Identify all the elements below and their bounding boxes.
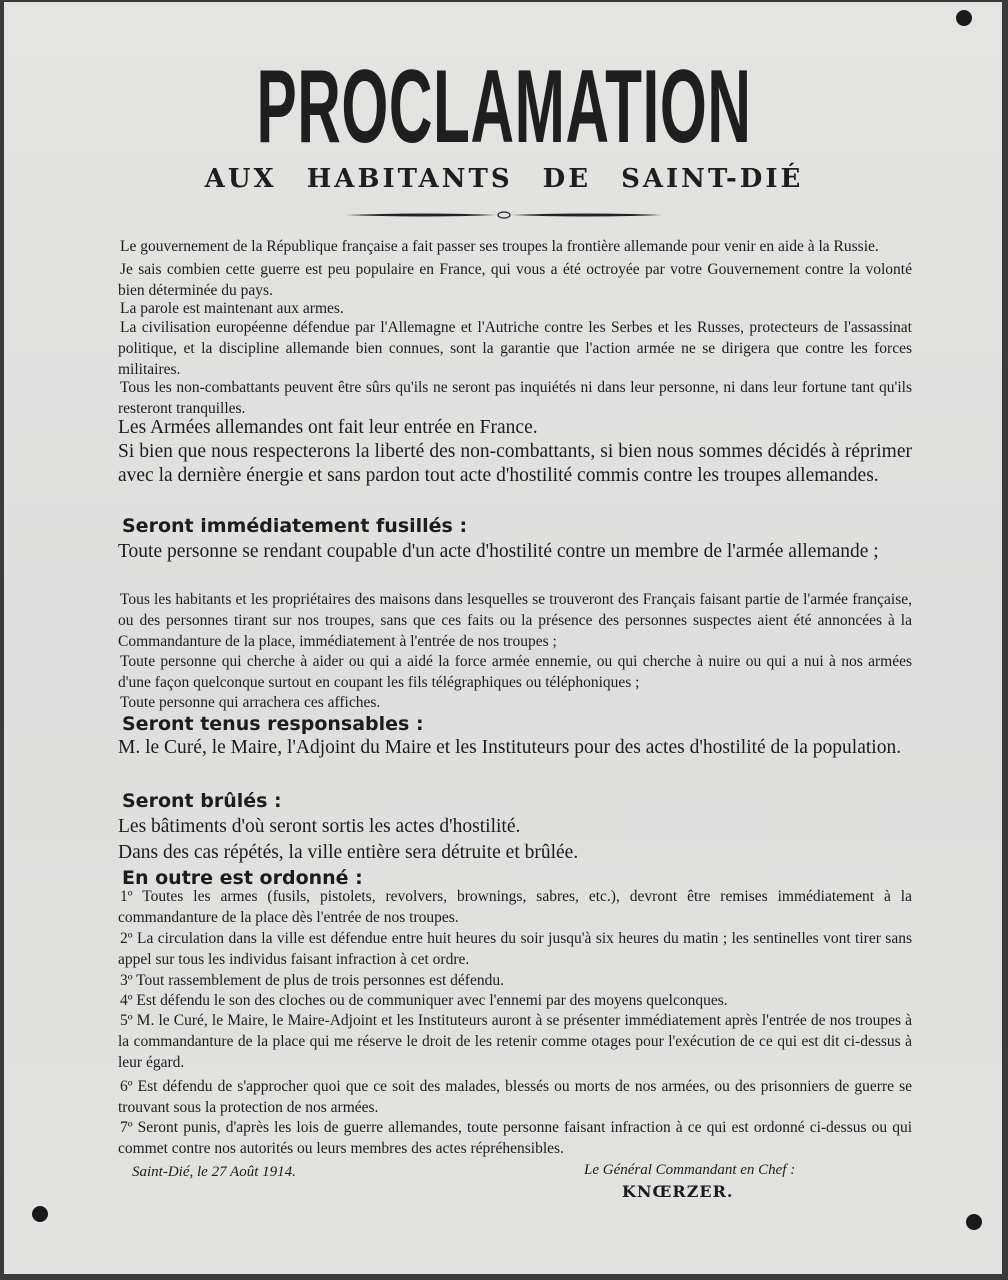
brules-item: Les bâtiments d'où seront sortis les actes d'hostilité. bbox=[118, 816, 521, 837]
ordonne-item: 7º Seront punis, d'après les lois de guerre allemandes, toute personne faisant infraction à ce qui est ordonné ci-dessus ou qui commet contre nos autorités ou leurs membres des actes répréhensibles. bbox=[118, 1119, 912, 1157]
fusilles-item: Toute personne se rendant coupable d'un acte d'hostilité contre un membre de l'armée allemande ; bbox=[118, 541, 879, 562]
ordonne-item: 5º M. le Curé, le Maire, le Maire-Adjoint et les Instituteurs auront à se présenter immédiatement après l'entrée de nos troupes à la commandanture de la place qui me réserve le droit de les retenir comme otages pour l'exécution de ce qui est dit ci-dessus à leur égard. bbox=[118, 1012, 912, 1071]
place-date: Saint-Dié, le 27 Août 1914. bbox=[132, 1164, 296, 1180]
ordonne-item: 1º Toutes les armes (fusils, pistolets, revolvers, brownings, sabres, etc.), devront être remises immédiatement à la commandanture de la place dès l'entrée de nos troupes. bbox=[118, 888, 912, 926]
paragraph: La parole est maintenant aux armes. bbox=[120, 300, 344, 317]
heading-fusilles: Seront immédiatement fusillés : bbox=[122, 515, 468, 537]
pin bbox=[32, 1206, 48, 1222]
ordonne-item: 2º La circulation dans la ville est défendue entre huit heures du soir jusqu'à six heures du matin ; les sentinelles vont tirer sans appel sur tous les individus faisant infraction à cet ordre. bbox=[118, 930, 912, 968]
paragraph-large: Si bien que nous respecterons la liberté des non-combattants, si bien nous sommes décidés à réprimer avec la dernière énergie et sans pardon tout acte d'hostilité commis contre les troupes allemandes. bbox=[118, 441, 912, 486]
brules-item: Dans des cas répétés, la ville entière sera détruite et brûlée. bbox=[118, 842, 579, 863]
ordonne-item: 4º Est défendu le son des cloches ou de communiquer avec l'ennemi par des moyens quelconques. bbox=[120, 992, 728, 1009]
paragraph-large: Les Armées allemandes ont fait leur entrée en France. bbox=[118, 417, 538, 438]
signatory-title: Le Général Commandant en Chef : bbox=[584, 1162, 796, 1178]
poster-title: PROCLAMATION bbox=[256, 49, 752, 165]
paragraph: La civilisation européenne défendue par l'Allemagne et l'Autriche contre les Serbes et les Russes, protecteurs de l'assassinat politique, et la discipline allemande bien connues, sont la garantie que l'action armée ne se dirigera que contre les forces militaires. bbox=[118, 319, 912, 378]
heading-brules: Seront brûlés : bbox=[122, 790, 282, 812]
poster-subtitle: AUX HABITANTS DE SAINT-DIÉ bbox=[204, 164, 804, 194]
paragraph: Tous les non-combattants peuvent être sûrs qu'ils ne seront pas inquiétés ni dans leur personne, ni dans leur fortune tant qu'ils resteront tranquilles. bbox=[118, 379, 912, 417]
heading-ordonne: En outre est ordonné : bbox=[122, 867, 363, 889]
ordonne-item: 6º Est défendu de s'approcher quoi que ce soit des malades, blessés ou morts de nos armées, ou des prisonniers de guerre se trouvant sous la protection de nos armées. bbox=[118, 1078, 912, 1116]
ordonne-item: 3º Tout rassemblement de plus de trois personnes est défendu. bbox=[120, 972, 504, 989]
pin bbox=[966, 1214, 982, 1230]
fusilles-item: Toute personne qui cherche à aider ou qui a aidé la force armée ennemie, ou qui cherche à nuire ou qui a nui à nos armées d'une façon quelconque surtout en coupant les fils télégraphiques ou téléphoniques ; bbox=[118, 653, 912, 691]
pin bbox=[956, 10, 972, 26]
paragraph: Je sais combien cette guerre est peu populaire en France, qui vous a été octroyée par votre Gouvernement contre la volonté bien déterminée du pays. bbox=[118, 261, 912, 299]
fusilles-item: Tous les habitants et les propriétaires des maisons dans lesquelles se trouveront des Français faisant partie de l'armée française, ou des personnes tirant sur nos troupes, sans que ces faits ou la présence des personnes suspectes aient été annoncées à la Commandanture de la place, immédiatement à l'entrée de nos troupes ; bbox=[118, 591, 912, 650]
signatory-name: KNŒRZER. bbox=[622, 1182, 734, 1201]
ornamental-rule bbox=[346, 211, 662, 219]
paragraph: Le gouvernement de la République française a fait passer ses troupes la frontière allemande pour venir en aide à la Russie. bbox=[120, 238, 879, 255]
heading-responsables: Seront tenus responsables : bbox=[122, 713, 424, 735]
fusilles-item: Toute personne qui arrachera ces affiches. bbox=[120, 694, 381, 711]
responsables-text: M. le Curé, le Maire, l'Adjoint du Maire et les Instituteurs pour des actes d'hostilité de la population. bbox=[118, 737, 902, 758]
